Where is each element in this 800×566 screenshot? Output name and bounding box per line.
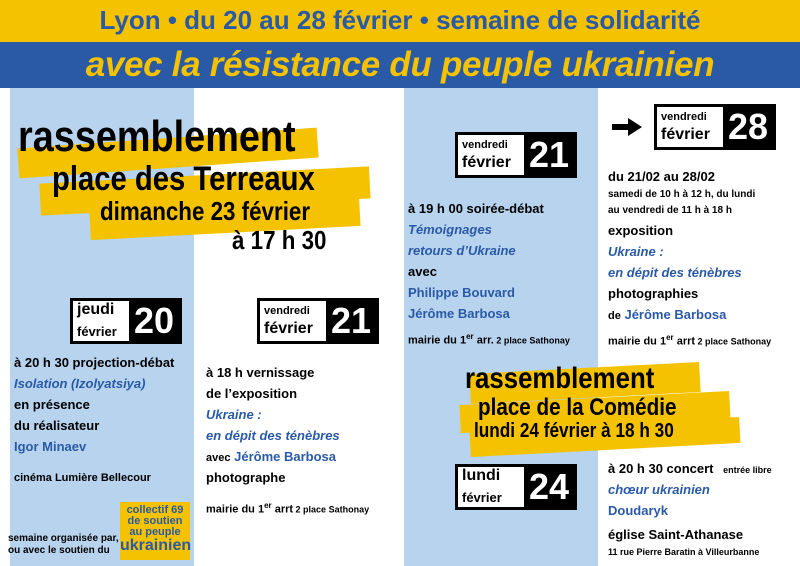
date-number: 21 bbox=[524, 135, 574, 175]
expo-venue bbox=[608, 327, 771, 353]
logo-line-2: de soutien bbox=[127, 515, 183, 527]
venue-text-b: arrt bbox=[271, 503, 294, 516]
venue-sup: er bbox=[466, 332, 474, 341]
date-month: février bbox=[462, 490, 502, 505]
venue-text-b: arrt bbox=[673, 335, 696, 348]
header-line-1: Lyon • du 20 au 28 février • semaine de solidarité bbox=[0, 0, 800, 42]
debat-guest-2: Jérôme Barbosa bbox=[408, 306, 510, 321]
debat-title-2: retours d’Ukraine bbox=[408, 243, 516, 258]
rally-1-time: à 17 h 30 bbox=[232, 225, 327, 255]
venue-address: 2 place Sathonay bbox=[695, 336, 772, 347]
venue-text-b: arr. bbox=[473, 334, 494, 347]
date-box-vendredi-28 bbox=[654, 104, 776, 150]
date-number: 24 bbox=[524, 467, 574, 507]
expo-photos: photographies bbox=[608, 286, 699, 301]
expo-title-2: en dépit des ténèbres bbox=[608, 265, 742, 280]
concert-name: Doudaryk bbox=[608, 503, 668, 518]
date-number: 28 bbox=[723, 107, 773, 147]
concert-time: à 20 h 30 concert bbox=[608, 461, 714, 476]
venue-text: mairie du 1 bbox=[408, 334, 467, 347]
arrow-right-icon bbox=[612, 118, 642, 136]
expo-by-label: de bbox=[608, 310, 621, 322]
expo-label: exposition bbox=[608, 223, 674, 238]
rally-2-title: rassemblement bbox=[465, 362, 655, 395]
date-box-vendredi-21-a bbox=[257, 298, 379, 344]
footer-line-2: ou avec le soutien du bbox=[8, 545, 110, 556]
logo-line-4: ukrainien bbox=[120, 537, 192, 554]
concert-venue: église Saint-Athanase bbox=[608, 527, 744, 542]
vernissage-with: avec bbox=[206, 452, 231, 464]
expo-artist: Jérôme Barbosa bbox=[624, 307, 727, 322]
expo-by bbox=[608, 304, 726, 327]
concert-choir: chœur ukrainien bbox=[608, 482, 710, 497]
venue-text: mairie du 1 bbox=[206, 503, 265, 516]
header-line-2: avec la résistance du peuple ukrainien bbox=[0, 42, 800, 88]
jeudi-line-4: du réalisateur bbox=[14, 418, 100, 433]
rally-2-place: place de la Comédie bbox=[478, 394, 677, 421]
vernissage-line-2: de l’exposition bbox=[206, 386, 298, 401]
vernissage-line-5 bbox=[206, 446, 336, 469]
date-number: 20 bbox=[129, 301, 179, 341]
venue-sup: er bbox=[666, 333, 674, 342]
date-box-lundi-24 bbox=[455, 464, 577, 510]
logo-line-1: collectif 69 bbox=[126, 504, 184, 516]
expo-hours-1: samedi de 10 h à 12 h, du lundi bbox=[608, 189, 756, 200]
date-day: jeudi bbox=[77, 301, 115, 318]
debat-line-1: à 19 h 00 soirée-débat bbox=[408, 201, 544, 216]
jeudi-director: Igor Minaev bbox=[14, 439, 87, 454]
date-box-vendredi-21-b bbox=[455, 132, 577, 178]
footer-line-1: semaine organisée par, bbox=[8, 533, 119, 544]
date-box-jeudi-20 bbox=[70, 298, 182, 344]
debat-title-1: Témoignages bbox=[408, 222, 492, 237]
jeudi-film-title: Isolation (Izolyatsiya) bbox=[14, 376, 146, 391]
date-day: vendredi bbox=[462, 139, 508, 151]
venue-address: 2 place Sathonay bbox=[293, 504, 370, 515]
venue-sup: er bbox=[264, 501, 272, 510]
debat-with: avec bbox=[408, 264, 437, 279]
vernissage-line-6: photographe bbox=[206, 470, 286, 485]
concert-line-1 bbox=[608, 458, 772, 481]
date-month: février bbox=[462, 154, 511, 171]
rally-1-place: place des Terreaux bbox=[52, 160, 315, 198]
vernissage-artist: Jérôme Barbosa bbox=[234, 449, 336, 464]
venue-text: mairie du 1 bbox=[608, 335, 667, 348]
concert-free: entrée libre bbox=[723, 465, 772, 475]
jeudi-venue: cinéma Lumière Bellecour bbox=[14, 472, 151, 484]
venue-address: 2 place Sathonay bbox=[493, 335, 570, 346]
debat-venue bbox=[408, 326, 570, 352]
vernissage-expo-title-2: en dépit des ténèbres bbox=[206, 428, 340, 443]
date-number: 21 bbox=[326, 301, 376, 341]
date-month: février bbox=[264, 320, 313, 337]
footer-note bbox=[8, 533, 119, 557]
vernissage-line-1: à 18 h vernissage bbox=[206, 365, 315, 380]
date-month: février bbox=[77, 324, 117, 339]
date-day: vendredi bbox=[661, 111, 707, 123]
jeudi-line-3: en présence bbox=[14, 397, 90, 412]
debat-guest-1: Philippe Bouvard bbox=[408, 285, 515, 300]
vernissage-venue bbox=[206, 495, 369, 521]
vernissage-expo-title-1: Ukraine : bbox=[206, 407, 262, 422]
rally-1-title: rassemblement bbox=[18, 112, 296, 161]
logo-line-3: au peuple bbox=[129, 526, 181, 538]
expo-hours-2: au vendredi de 11 h à 18 h bbox=[608, 205, 732, 216]
date-month: février bbox=[661, 126, 710, 143]
rally-1-date: dimanche 23 février bbox=[100, 196, 311, 226]
date-day: vendredi bbox=[264, 305, 310, 317]
concert-address: 11 rue Pierre Baratin à Villeurbanne bbox=[608, 547, 760, 557]
collectif-logo bbox=[120, 502, 190, 560]
jeudi-line-1: à 20 h 30 projection-débat bbox=[14, 355, 175, 370]
expo-title-1: Ukraine : bbox=[608, 244, 664, 259]
date-day: lundi bbox=[462, 467, 501, 484]
expo-dates: du 21/02 au 28/02 bbox=[608, 169, 715, 184]
rally-2-date: lundi 24 février à 18 h 30 bbox=[474, 420, 674, 442]
